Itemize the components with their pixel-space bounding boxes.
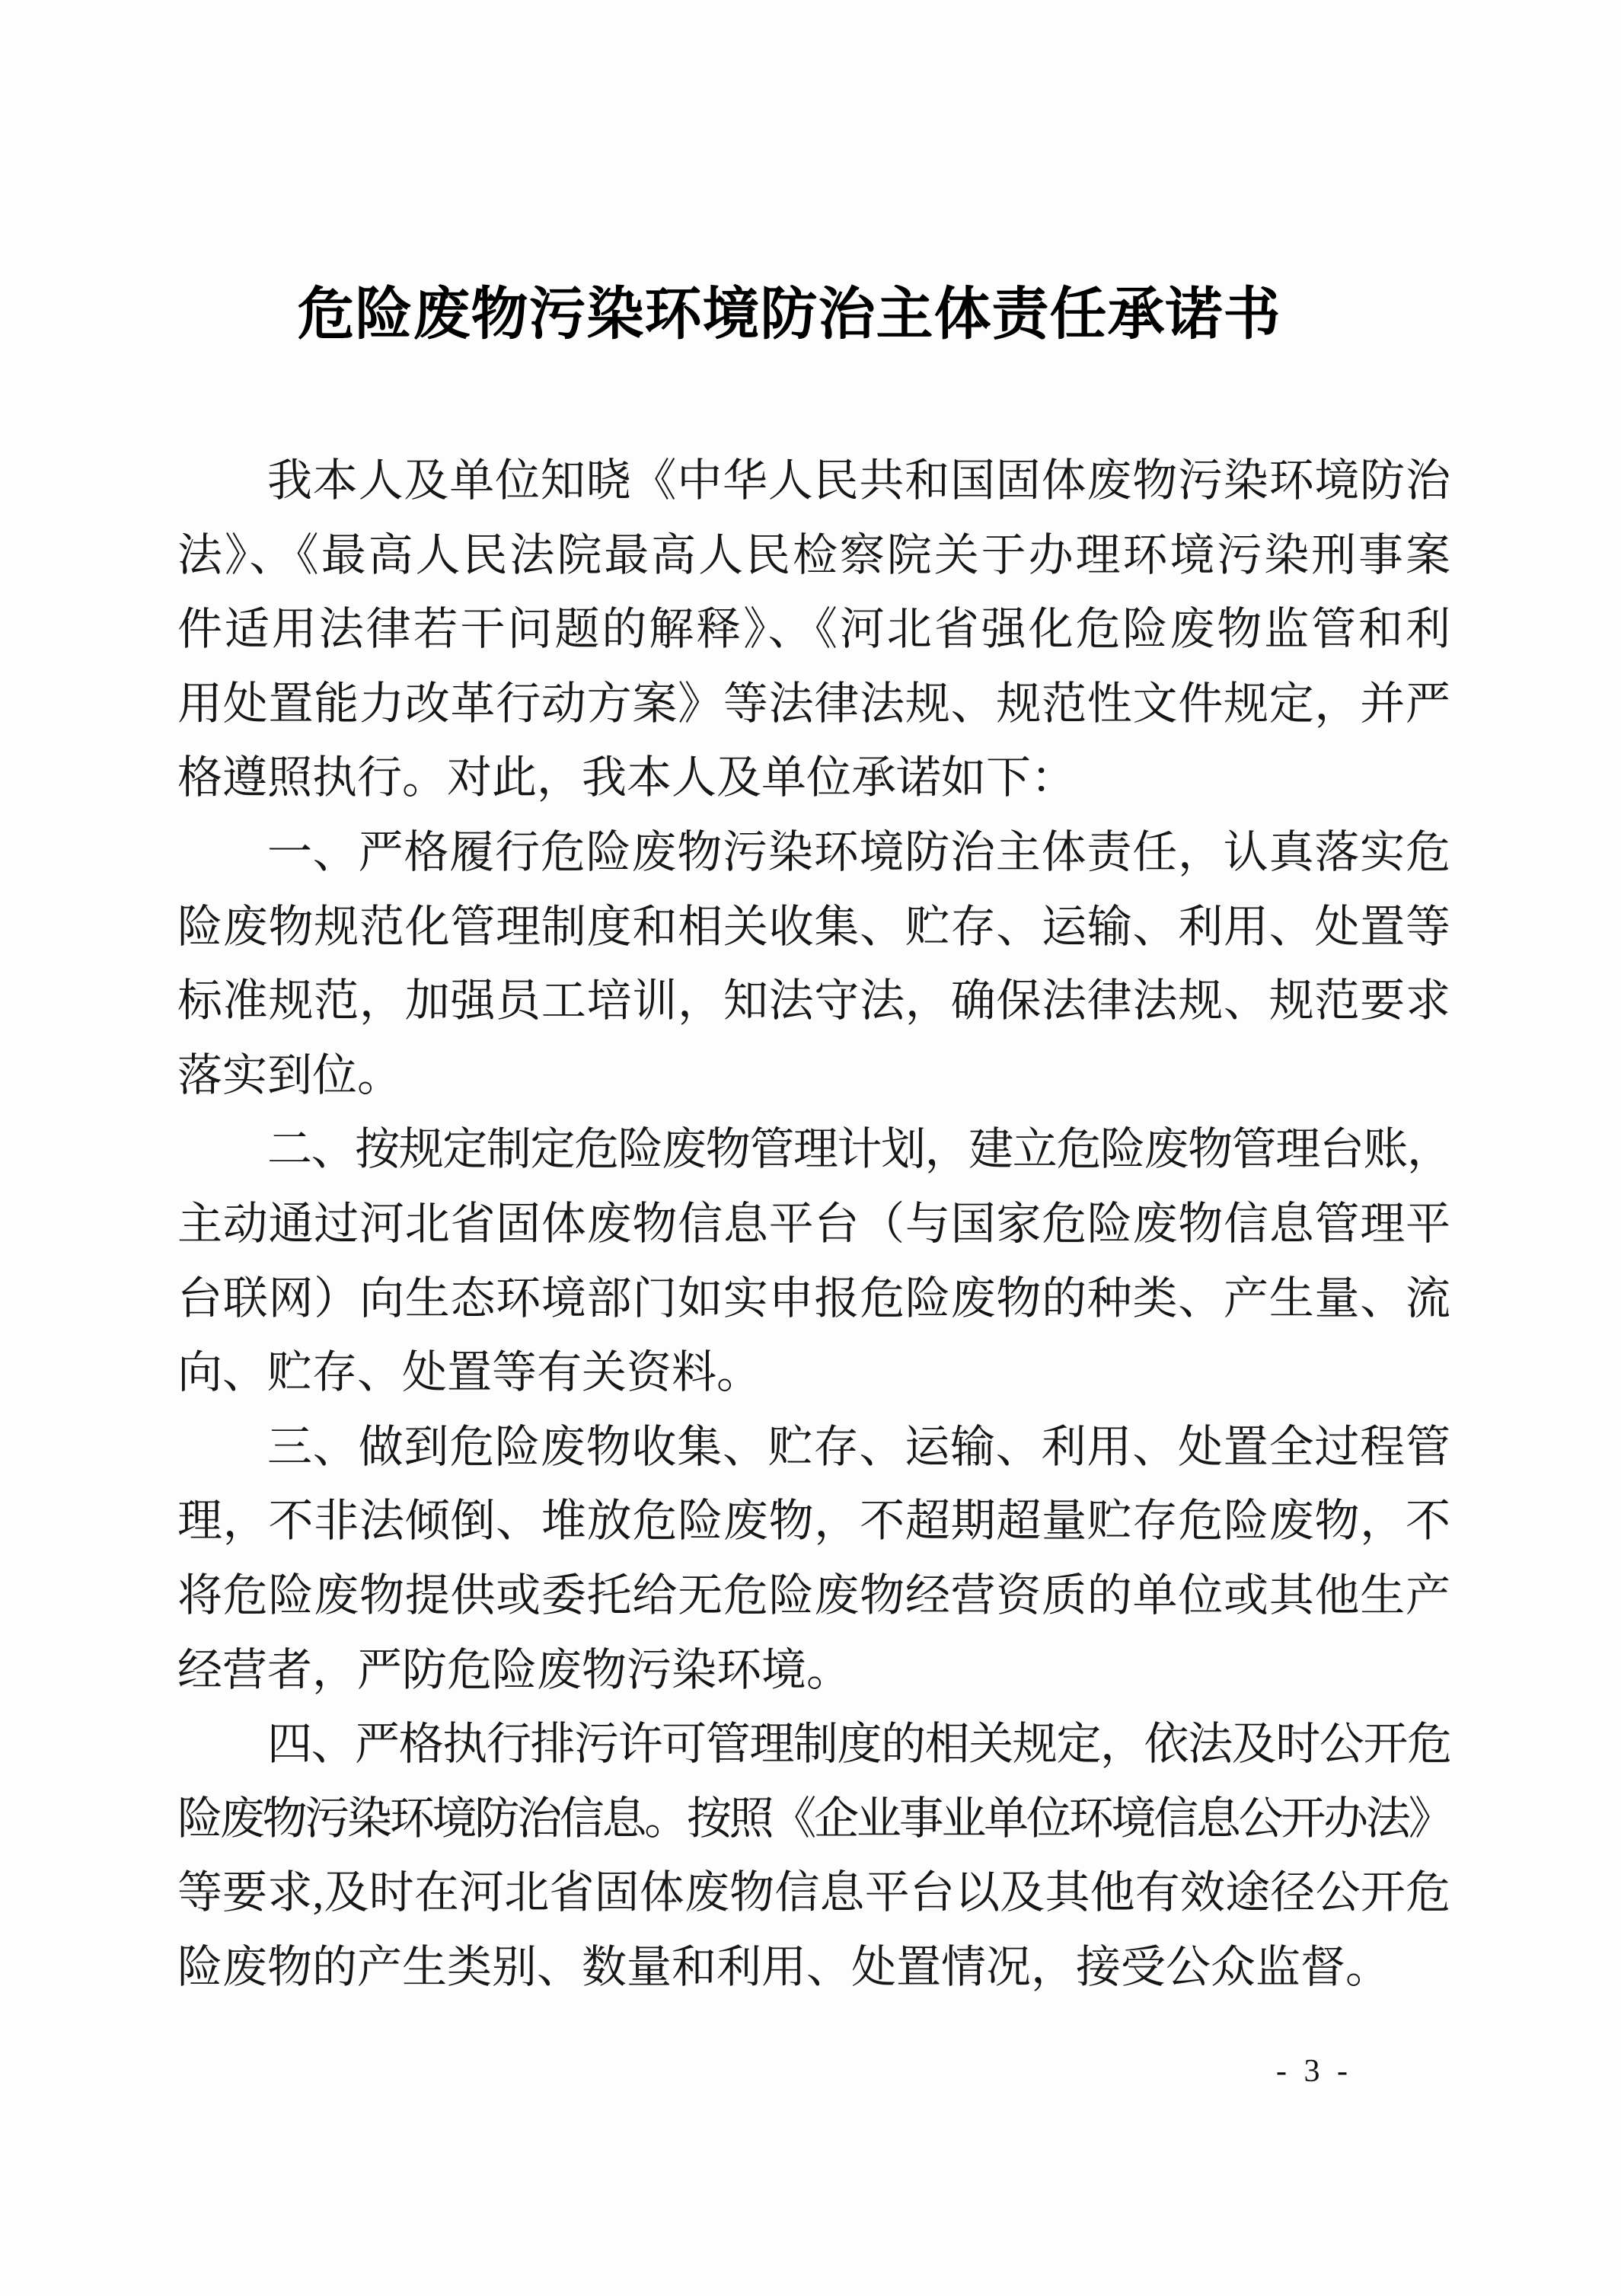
body-line: 险废物规范化管理制度和相关收集、贮存、运输、利用、处置等 xyxy=(177,901,1450,952)
body-line: 向、贮存、处置等有关资料。 xyxy=(177,1347,762,1398)
body-line: 将危险废物提供或委托给无危险废物经营资质的单位或其他生产 xyxy=(177,1570,1450,1621)
body-line: 二、按规定制定危险废物管理计划，建立危险废物管理台账， xyxy=(267,1124,1450,1175)
body-line: 台联网）向生态环境部门如实申报危险废物的种类、产生量、流 xyxy=(177,1273,1450,1324)
body-line: 主动通过河北省固体废物信息平台（与国家危险废物信息管理平 xyxy=(177,1198,1450,1249)
body-line: 用处置能力改革行动方案》等法律法规、规范性文件规定，并严 xyxy=(177,678,1450,729)
body-line: 险废物的产生类别、数量和利用、处置情况，接受公众监督。 xyxy=(177,1941,1391,1992)
body-line: 等要求,及时在河北省固体废物信息平台以及其他有效途径公开危 xyxy=(177,1867,1450,1918)
body-line: 件适用法律若干问题的解释》、《河北省强化危险废物监管和利 xyxy=(177,604,1450,655)
body-line: 格遵照执行。对此，我本人及单位承诺如下： xyxy=(177,752,1077,803)
body-line: 理，不非法倾倒、堆放危险废物，不超期超量贮存危险废物，不 xyxy=(177,1496,1450,1547)
body-line: 险废物污染环境防治信息。按照《企业事业单位环境信息公开办法》 xyxy=(177,1793,1450,1844)
document-body xyxy=(177,444,1450,2004)
body-line: 经营者，严防危险废物污染环境。 xyxy=(177,1644,852,1695)
body-line: 落实到位。 xyxy=(177,1049,403,1100)
body-line: 标准规范，加强员工培训，知法守法，确保法律法规、规范要求 xyxy=(177,976,1450,1027)
body-line: 我本人及单位知晓《中华人民共和国固体废物污染环境防治 xyxy=(267,455,1450,506)
document-title: 危险废物污染环境防治主体责任承诺书 xyxy=(297,283,1281,346)
body-line: 一、严格履行危险废物污染环境防治主体责任，认真落实危 xyxy=(267,826,1450,877)
body-line: 四、严格执行排污许可管理制度的相关规定，依法及时公开危 xyxy=(267,1719,1450,1770)
body-line: 法》、《最高人民法院最高人民检察院关于办理环境污染刑事案 xyxy=(177,529,1450,580)
page-number: - 3 - xyxy=(1276,2054,1352,2089)
body-line: 三、做到危险废物收集、贮存、运输、利用、处置全过程管 xyxy=(267,1421,1450,1472)
